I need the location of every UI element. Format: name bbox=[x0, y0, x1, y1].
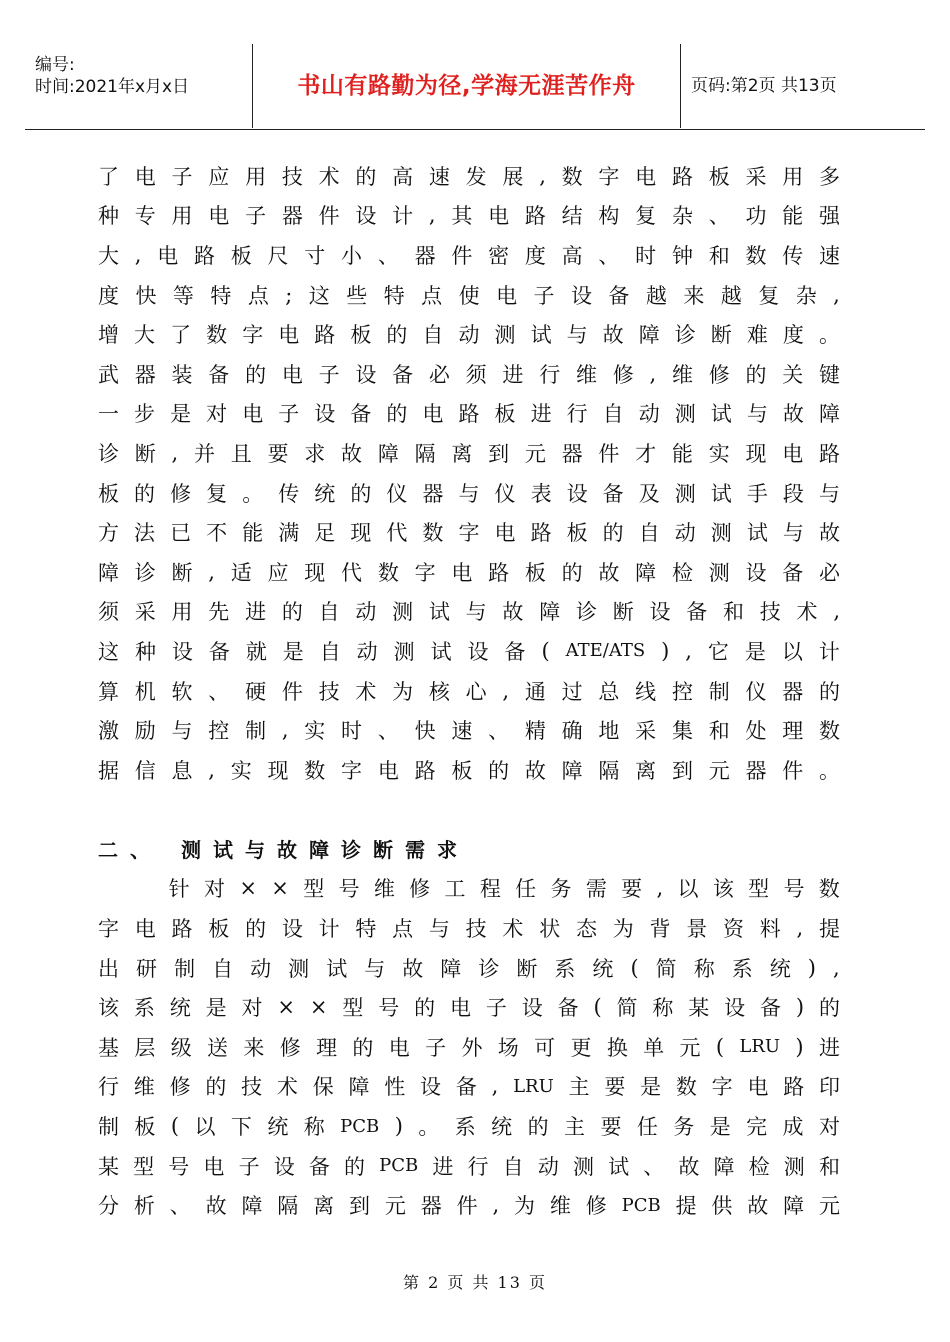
page-header bbox=[25, 44, 925, 130]
text-line: 出 研 制 自 动 测 试 与 故 障 诊 断 系 统 ( 简 称 系 统 ) , bbox=[98, 955, 840, 981]
paragraph-1 bbox=[98, 156, 840, 790]
document-body bbox=[98, 156, 840, 1225]
document-time-label: 时间:2021年x月x日 bbox=[35, 77, 190, 97]
text-line: 制 板 ( 以 下 统 称 PCB ) 。 系 统 的 主 要 任 务 是 完 成 对 bbox=[98, 1114, 840, 1140]
section-heading: 二、 测试与故障诊断需求 bbox=[98, 838, 469, 863]
text-line: 度 快 等 特 点 ; 这 些 特 点 使 电 子 设 备 越 来 越 复 杂 , bbox=[98, 282, 840, 308]
text-line: 一 步 是 对 电 子 设 备 的 电 路 板 进 行 自 动 测 试 与 故 障 bbox=[98, 402, 840, 427]
text-line: 武 器 装 备 的 电 子 设 备 必 须 进 行 维 修 , 维 修 的 关 键 bbox=[98, 361, 840, 387]
text-line: 板 的 修 复 。 传 统 的 仪 器 与 仪 表 设 备 及 测 试 手 段 与 bbox=[98, 481, 840, 506]
text-line: 种 专 用 电 子 器 件 设 计 , 其 电 路 结 构 复 杂 、 功 能 强 bbox=[98, 203, 840, 229]
header-motto: 书山有路勤为径,学海无涯苦作舟 bbox=[253, 44, 681, 128]
header-meta bbox=[25, 44, 253, 128]
text-line: 了 电 子 应 用 技 术 的 高 速 发 展 , 数 字 电 路 板 采 用 多 bbox=[98, 163, 840, 189]
text-line: 须 采 用 先 进 的 自 动 测 试 与 故 障 诊 断 设 备 和 技 术 , bbox=[98, 599, 840, 625]
paragraph-2 bbox=[98, 869, 840, 1225]
header-page-info: 页码:第2页 共13页 bbox=[691, 76, 837, 96]
text-line: 大 , 电 路 板 尺 寸 小 、 器 件 密 度 高 、 时 钟 和 数 传 速 bbox=[98, 242, 840, 268]
text-line: 障 诊 断 , 适 应 现 代 数 字 电 路 板 的 故 障 检 测 设 备 必 bbox=[98, 559, 840, 585]
page-footer: 第 2 页 共 13 页 bbox=[403, 1273, 547, 1292]
text-line: 某 型 号 电 子 设 备 的 PCB 进 行 自 动 测 试 、 故 障 检 测 和 bbox=[98, 1154, 840, 1179]
text-line: 针 对 × × 型 号 维 修 工 程 任 务 需 要 , 以 该 型 号 数 bbox=[168, 876, 840, 902]
text-line: 该 系 统 是 对 × × 型 号 的 电 子 设 备 ( 简 称 某 设 备 ) 的 bbox=[98, 995, 840, 1021]
text-line: 据 信 息 , 实 现 数 字 电 路 板 的 故 障 隔 离 到 元 器 件 。 bbox=[98, 757, 840, 783]
text-line: 算 机 软 、 硬 件 技 术 为 核 心 , 通 过 总 线 控 制 仪 器 的 bbox=[98, 678, 840, 704]
text-line: 诊 断 , 并 且 要 求 故 障 隔 离 到 元 器 件 才 能 实 现 电 路 bbox=[98, 440, 840, 466]
text-line: 增 大 了 数 字 电 路 板 的 自 动 测 试 与 故 障 诊 断 难 度 。 bbox=[98, 323, 840, 348]
document-number-label: 编号: bbox=[35, 55, 75, 75]
text-line: 分 析 、 故 障 隔 离 到 元 器 件 , 为 维 修 PCB 提 供 故 障 元 bbox=[98, 1193, 840, 1219]
text-line: 基 层 级 送 来 修 理 的 电 子 外 场 可 更 换 单 元 ( LRU ) 进 bbox=[98, 1034, 840, 1060]
text-line: 方 法 已 不 能 满 足 现 代 数 字 电 路 板 的 自 动 测 试 与 故 bbox=[98, 521, 840, 546]
text-line: 这 种 设 备 就 是 自 动 测 试 设 备 ( ATE/ATS ) , 它 是 以 计 bbox=[98, 638, 840, 664]
text-line: 行 维 修 的 技 术 保 障 性 设 备 , LRU 主 要 是 数 字 电 路 印 bbox=[98, 1074, 840, 1100]
text-line: 字 电 路 板 的 设 计 特 点 与 技 术 状 态 为 背 景 资 料 , 提 bbox=[98, 916, 840, 942]
text-line: 激 励 与 控 制 , 实 时 、 快 速 、 精 确 地 采 集 和 处 理 数 bbox=[98, 718, 840, 744]
